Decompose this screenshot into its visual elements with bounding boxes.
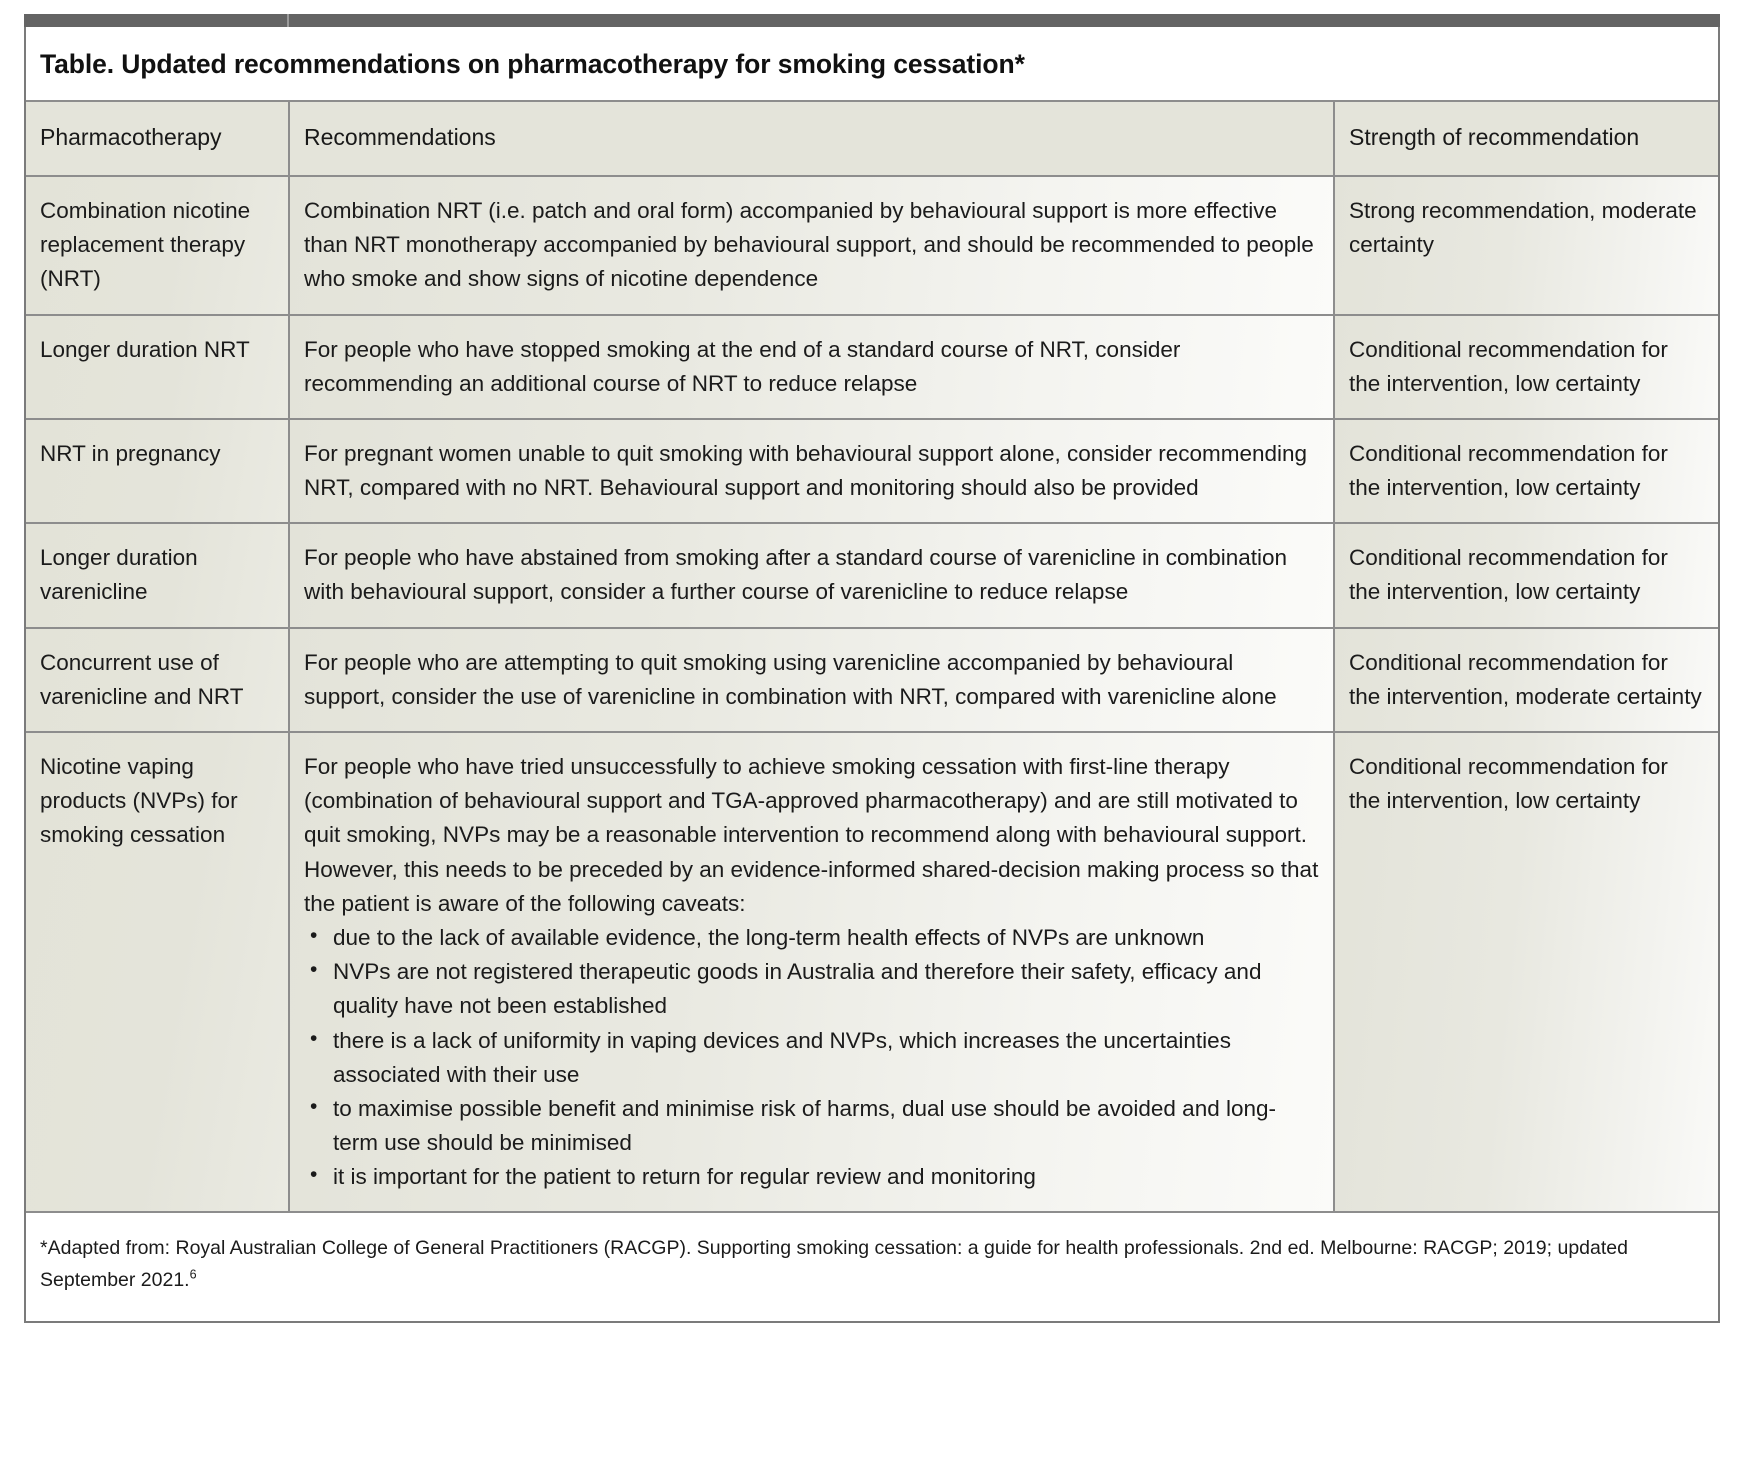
top-accent-bar-right-segment: [289, 14, 1720, 27]
table-row: [26, 176, 1718, 315]
cell-pharmacotherapy: NRT in pregnancy: [26, 419, 289, 523]
table-row: [26, 523, 1718, 627]
cell-pharmacotherapy: Longer duration NRT: [26, 315, 289, 419]
list-item: • NVPs are not registered therapeutic goods in Australia and therefore their safety, efficacy and quality have not been established: [304, 955, 1319, 1023]
footnote-reference-marker: 6: [189, 1267, 197, 1282]
caveats-list: [304, 921, 1319, 1195]
cell-recommendation: For pregnant women unable to quit smoking with behavioural support alone, consider recommending NRT, compared with no NRT. Behavioural support and monitoring should also be provided: [289, 419, 1334, 523]
cell-pharmacotherapy: Concurrent use of varenicline and NRT: [26, 628, 289, 732]
table-footnote: [26, 1213, 1718, 1320]
list-item: • it is important for the patient to return for regular review and monitoring: [304, 1160, 1319, 1194]
cell-pharmacotherapy: Combination nicotine replacement therapy (NRT): [26, 176, 289, 315]
table-header: [26, 102, 1718, 176]
table-row: [26, 732, 1718, 1212]
cell-strength: Conditional recommendation for the intervention, low certainty: [1334, 419, 1718, 523]
cell-recommendation: Combination NRT (i.e. patch and oral form) accompanied by behavioural support is more effective than NRT monotherapy accompanied by behavioural support, and should be recommended to people who smoke and show signs of nicotine dependence: [289, 176, 1334, 315]
cell-recommendation: [289, 732, 1334, 1212]
column-header-strength: Strength of recommendation: [1334, 102, 1718, 176]
recommendations-table: [26, 102, 1718, 1213]
cell-recommendation: For people who have abstained from smoking after a standard course of varenicline in combination with behavioural support, consider a further course of varenicline to reduce relapse: [289, 523, 1334, 627]
table-body: [26, 176, 1718, 1213]
cell-recommendation: For people who have stopped smoking at the end of a standard course of NRT, consider recommending an additional course of NRT to reduce relapse: [289, 315, 1334, 419]
cell-strength: Conditional recommendation for the intervention, moderate certainty: [1334, 628, 1718, 732]
list-item: • to maximise possible benefit and minimise risk of harms, dual use should be avoided and long-term use should be minimised: [304, 1092, 1319, 1160]
top-accent-bar-left-segment: [24, 14, 287, 27]
table-header-row: [26, 102, 1718, 176]
cell-recommendation-text: For people who have tried unsuccessfully to achieve smoking cessation with first-line therapy (combination of behavioural support and TGA-approved pharmacotherapy) and are still motivated to quit smoking, NVPs may be a reasonable intervention to recommend along with behavioural support. However, this needs to be preceded by an evidence-informed shared-decision making process so that the patient is aware of the following caveats:: [304, 754, 1319, 916]
cell-pharmacotherapy: Longer duration varenicline: [26, 523, 289, 627]
list-item: • there is a lack of uniformity in vaping devices and NVPs, which increases the uncertainties associated with their use: [304, 1024, 1319, 1092]
table-row: [26, 419, 1718, 523]
column-header-recommendations: Recommendations: [289, 102, 1334, 176]
table-row: [26, 315, 1718, 419]
footnote-text: *Adapted from: Royal Australian College of General Practitioners (RACGP). Supporting smoking cessation: a guide for health professionals. 2nd ed. Melbourne: RACGP; 2019; updated September 2021.: [40, 1237, 1628, 1292]
list-item: • due to the lack of available evidence, the long-term health effects of NVPs are unknown: [304, 921, 1319, 955]
cell-pharmacotherapy: Nicotine vaping products (NVPs) for smoking cessation: [26, 732, 289, 1212]
cell-recommendation: For people who are attempting to quit smoking using varenicline accompanied by behavioural support, consider the use of varenicline in combination with NRT, compared with varenicline alone: [289, 628, 1334, 732]
cell-strength: Conditional recommendation for the intervention, low certainty: [1334, 732, 1718, 1212]
table-row: [26, 628, 1718, 732]
top-accent-bar: [24, 14, 1720, 27]
cell-strength: Conditional recommendation for the intervention, low certainty: [1334, 523, 1718, 627]
column-header-pharmacotherapy: Pharmacotherapy: [26, 102, 289, 176]
table-container: [24, 27, 1720, 1323]
table-caption: Table. Updated recommendations on pharmacotherapy for smoking cessation*: [26, 27, 1718, 102]
cell-strength: Conditional recommendation for the intervention, low certainty: [1334, 315, 1718, 419]
cell-strength: Strong recommendation, moderate certainty: [1334, 176, 1718, 315]
